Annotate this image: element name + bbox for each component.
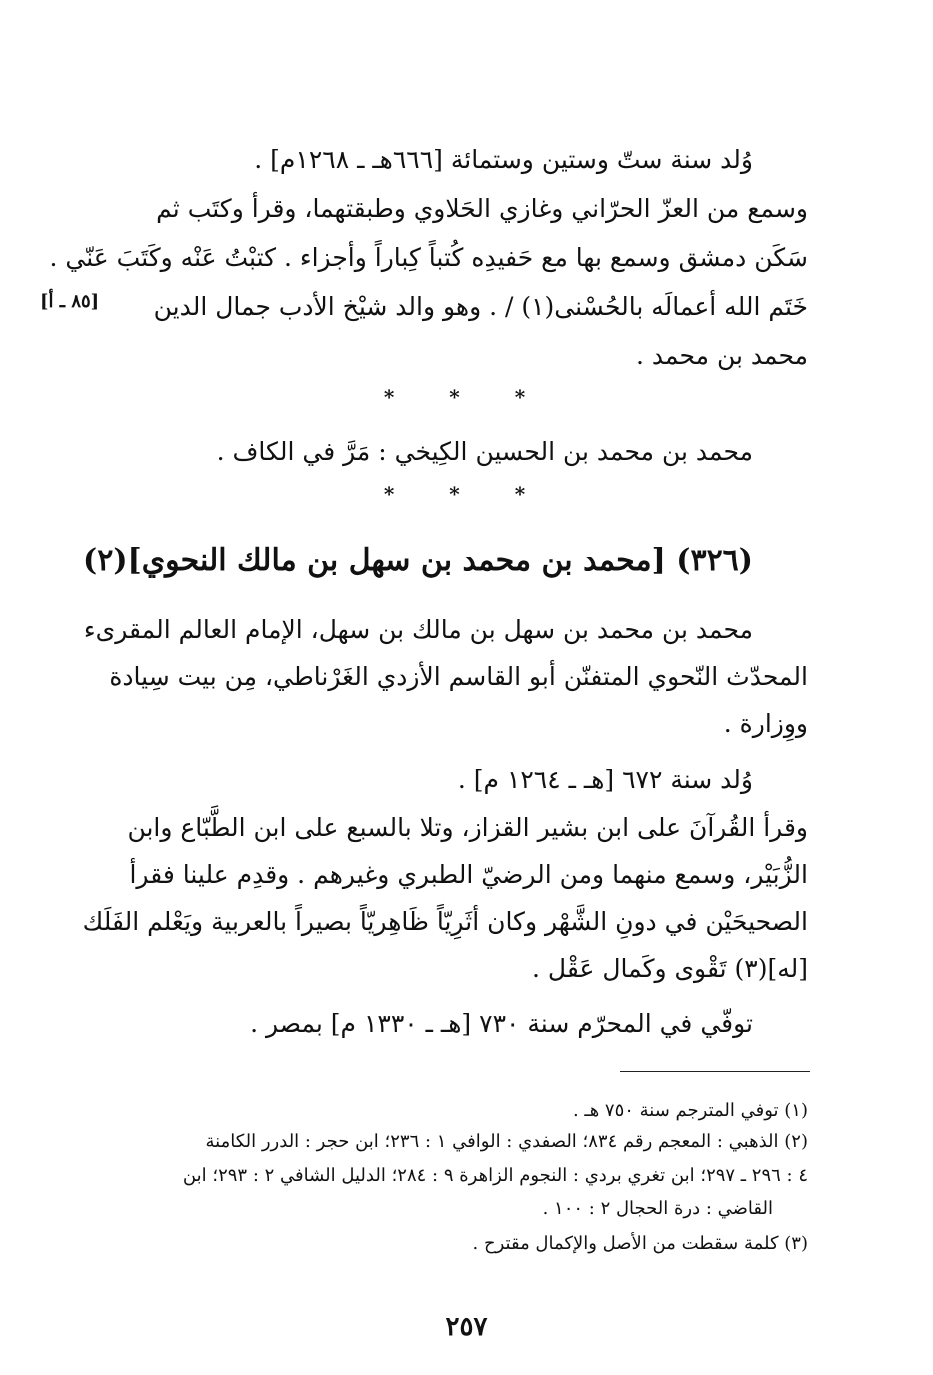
footnote: (١) توفي المترجم سنة ٧٥٠ هـ . [572, 1100, 808, 1121]
text-line: الصحيحَيْن في دونِ الشَّهْر وكان أثَرِيّاً ظَاهِريّاً بصيراً بالعربية ويَعْلم الفَلَك [82, 907, 808, 936]
text-line: [له](٣) تَقْوى وكَمال عَقْل . [532, 954, 808, 983]
footnote: (٢) الذهبي : المعجم رقم ٨٣٤؛ الصفدي : الوافي ١ : ٢٣٦؛ ابن حجر : الدرر الكامنة [205, 1131, 808, 1152]
text-line: وُلد سنة ٦٧٢ [هـ ـ ١٢٦٤ م] . [457, 765, 753, 794]
text-line: سَكَن دمشق وسمع بها مع حَفيدِه كُتباً كِباراً وأجزاء . كتبْتُ عَنْه وكَتَبَ عَنّي . [49, 243, 808, 272]
manuscript-folio-note: [٨٥ ـ أ] [40, 291, 100, 312]
text-line: توفّي في المحرّم سنة ٧٣٠ [هـ ـ ١٣٣٠ م] بمصر . [250, 1009, 753, 1038]
text-line: ووِزارة . [723, 709, 808, 738]
text-line: محمد بن محمد بن سهل بن مالك بن سهل، الإمام العالم المقرىء [83, 615, 753, 644]
section-separator: * * * [383, 482, 550, 506]
section-separator: * * * [383, 385, 550, 409]
text-line: المحدّث النّحوي المتفنّن أبو القاسم الأزدي الغَرْناطي، مِن بيت سِيادة [109, 662, 808, 691]
text-line: محمد بن محمد . [636, 341, 808, 370]
text-line: محمد بن محمد بن الحسين الكِيخي : مَرَّ في الكاف . [216, 437, 753, 466]
text-line: الزُّبَيْر، وسمع منهما ومن الرضيّ الطبري وغيرهم . وقدِم علينا فقرأ [129, 860, 808, 889]
page-number: ٢٥٧ [445, 1312, 488, 1342]
text-line: خَتَم الله أعمالَه بالحُسْنى(١) / . وهو والد شيْخ الأدب جمال الدين [153, 292, 808, 321]
text-line: وُلد سنة ستّ وستين وستمائة [٦٦٦هـ ـ ١٢٦٨م] . [254, 145, 753, 174]
footnote-rule [620, 1071, 810, 1072]
footnote: القاضي : درة الحجال ٢ : ١٠٠ . [542, 1198, 773, 1219]
entry-heading: (٣٢٦) [محمد بن محمد بن سهل بن مالك النحوي](٢) [82, 543, 753, 578]
text-line: وسمع من العزّ الحرّاني وغازي الحَلاوي وطبقتهما، وقرأ وكتَب ثم [156, 194, 808, 223]
footnote: (٣) كلمة سقطت من الأصل والإكمال مقترح . [472, 1233, 808, 1254]
footnote: ٤ : ٢٩٦ ـ ٢٩٧؛ ابن تغري بردي : النجوم الزاهرة ٩ : ٢٨٤؛ الدليل الشافي ٢ : ٢٩٣؛ ابن [182, 1165, 808, 1186]
text-line: وقرأ القُرآنَ على ابن بشير القزاز، وتلا بالسبع على ابن الطَّبّاع وابن [127, 813, 808, 842]
